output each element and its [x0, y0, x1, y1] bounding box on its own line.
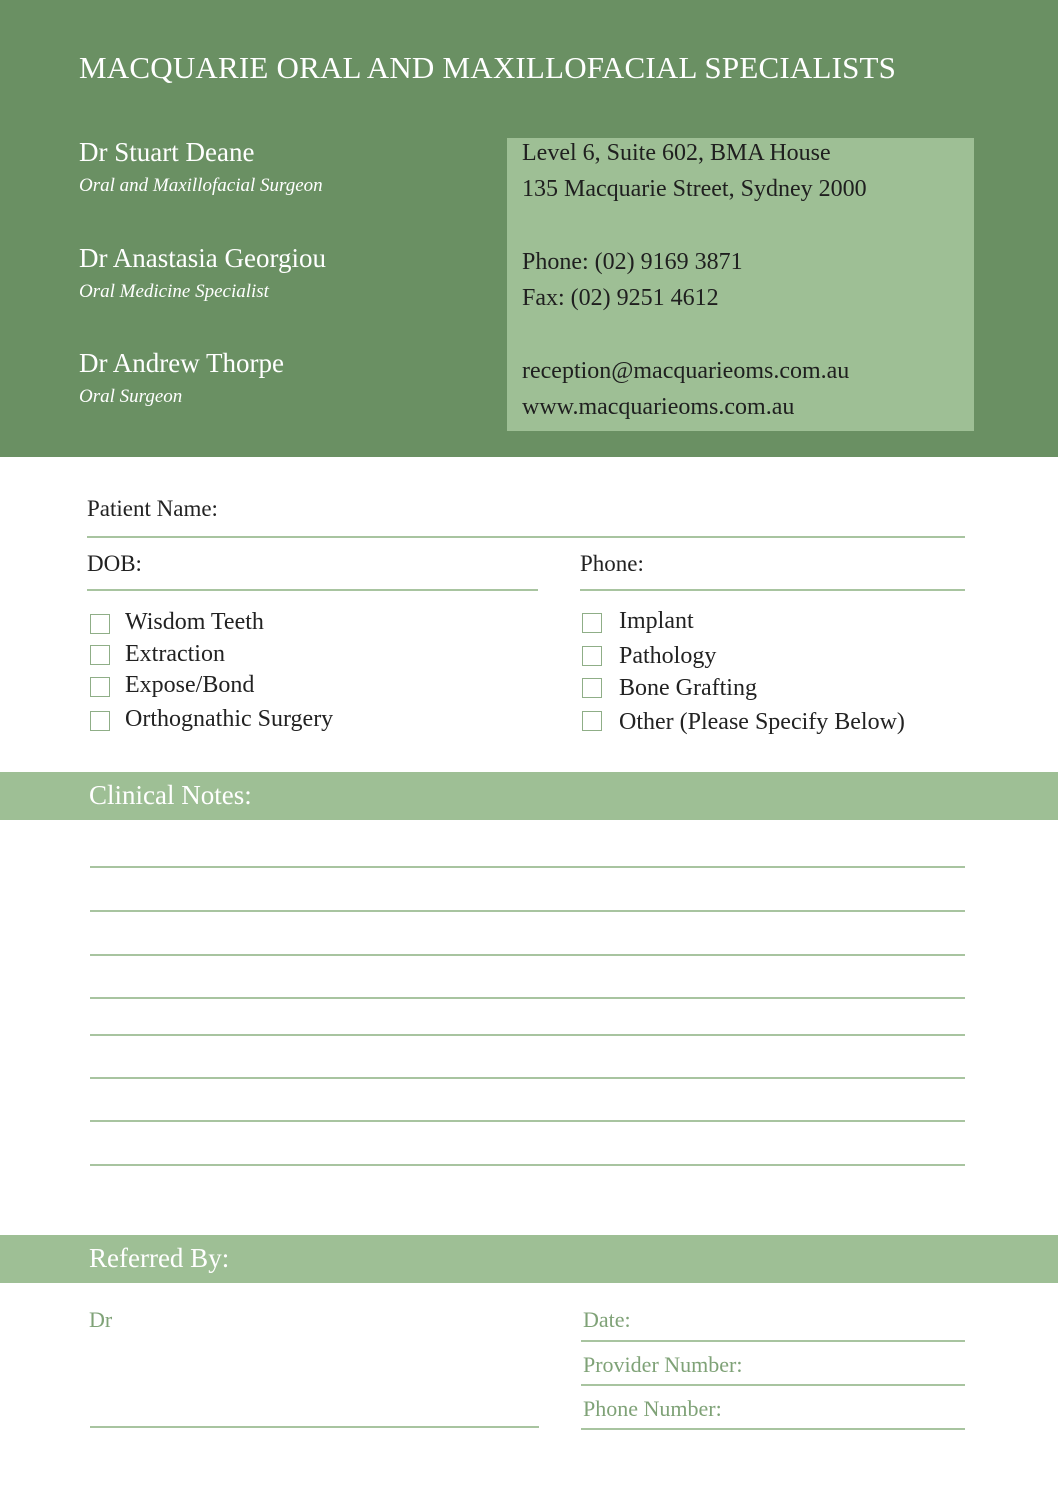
- doctor-block: [79, 347, 284, 409]
- referrer-phone-label: Phone Number:: [583, 1396, 722, 1421]
- doctor-name: Dr Andrew Thorpe: [79, 348, 284, 378]
- checkbox-label: Wisdom Teeth: [125, 609, 264, 635]
- contact-box: [507, 138, 974, 431]
- notes-line[interactable]: [90, 997, 965, 999]
- doctor-role: Oral Surgeon: [79, 386, 183, 407]
- checkbox-label: Other (Please Specify Below): [619, 709, 905, 735]
- notes-line[interactable]: [90, 1034, 965, 1036]
- letterhead: [0, 0, 1058, 457]
- notes-line[interactable]: [90, 910, 965, 912]
- provider-number-field[interactable]: [581, 1384, 965, 1386]
- practice-title: MACQUARIE ORAL AND MAXILLOFACIAL SPECIALISTS: [79, 50, 897, 85]
- checkbox-label: Extraction: [125, 641, 225, 667]
- checkbox-wisdom-teeth[interactable]: [90, 614, 110, 634]
- doctor-role: Oral Medicine Specialist: [79, 281, 269, 302]
- contact-phone: Phone: (02) 9169 3871: [522, 249, 743, 275]
- contact-website[interactable]: www.macquarieoms.com.au: [522, 394, 795, 420]
- referring-dr-field[interactable]: [90, 1426, 539, 1428]
- doctor-role: Oral and Maxillofacial Surgeon: [79, 175, 323, 196]
- doctor-block: [79, 242, 326, 304]
- referred-by-header: [0, 1235, 1058, 1283]
- notes-line[interactable]: [90, 1164, 965, 1166]
- notes-line[interactable]: [90, 1120, 965, 1122]
- notes-line[interactable]: [90, 1077, 965, 1079]
- referring-dr-label: Dr: [89, 1307, 113, 1332]
- checkbox-label: Implant: [619, 608, 694, 634]
- notes-line[interactable]: [90, 954, 965, 956]
- notes-line[interactable]: [90, 866, 965, 868]
- checkbox-implant[interactable]: [582, 613, 602, 633]
- checkbox-label: Expose/Bond: [125, 672, 255, 698]
- doctor-name: Dr Stuart Deane: [79, 137, 255, 167]
- referrer-phone-field[interactable]: [581, 1428, 965, 1430]
- dob-field[interactable]: [87, 589, 538, 591]
- date-field[interactable]: [581, 1340, 965, 1342]
- checkbox-orthognathic-surgery[interactable]: [90, 711, 110, 731]
- doctor-block: [79, 136, 323, 198]
- checkbox-label: Bone Grafting: [619, 675, 757, 701]
- checkbox-pathology[interactable]: [582, 646, 602, 666]
- checkbox-label: Pathology: [619, 643, 717, 669]
- checkbox-extraction[interactable]: [90, 645, 110, 665]
- checkbox-other[interactable]: [582, 711, 602, 731]
- checkbox-bone-grafting[interactable]: [582, 678, 602, 698]
- dob-label: DOB:: [87, 551, 142, 576]
- clinical-notes-header: [0, 772, 1058, 820]
- checkbox-label: Orthognathic Surgery: [125, 706, 334, 732]
- patient-phone-field[interactable]: [580, 589, 965, 591]
- patient-name-label: Patient Name:: [87, 496, 218, 521]
- address-line-1: Level 6, Suite 602, BMA House: [522, 140, 831, 166]
- doctor-name: Dr Anastasia Georgiou: [79, 243, 326, 273]
- date-label: Date:: [583, 1307, 631, 1332]
- patient-phone-label: Phone:: [580, 551, 644, 576]
- patient-name-field[interactable]: [87, 536, 965, 538]
- provider-number-label: Provider Number:: [583, 1352, 743, 1377]
- checkbox-expose-bond[interactable]: [90, 677, 110, 697]
- referred-by-heading: Referred By:: [89, 1243, 230, 1273]
- contact-email[interactable]: reception@macquarieoms.com.au: [522, 358, 850, 384]
- clinical-notes-heading: Clinical Notes:: [89, 780, 252, 810]
- address-line-2: 135 Macquarie Street, Sydney 2000: [522, 176, 867, 202]
- contact-fax: Fax: (02) 9251 4612: [522, 285, 719, 311]
